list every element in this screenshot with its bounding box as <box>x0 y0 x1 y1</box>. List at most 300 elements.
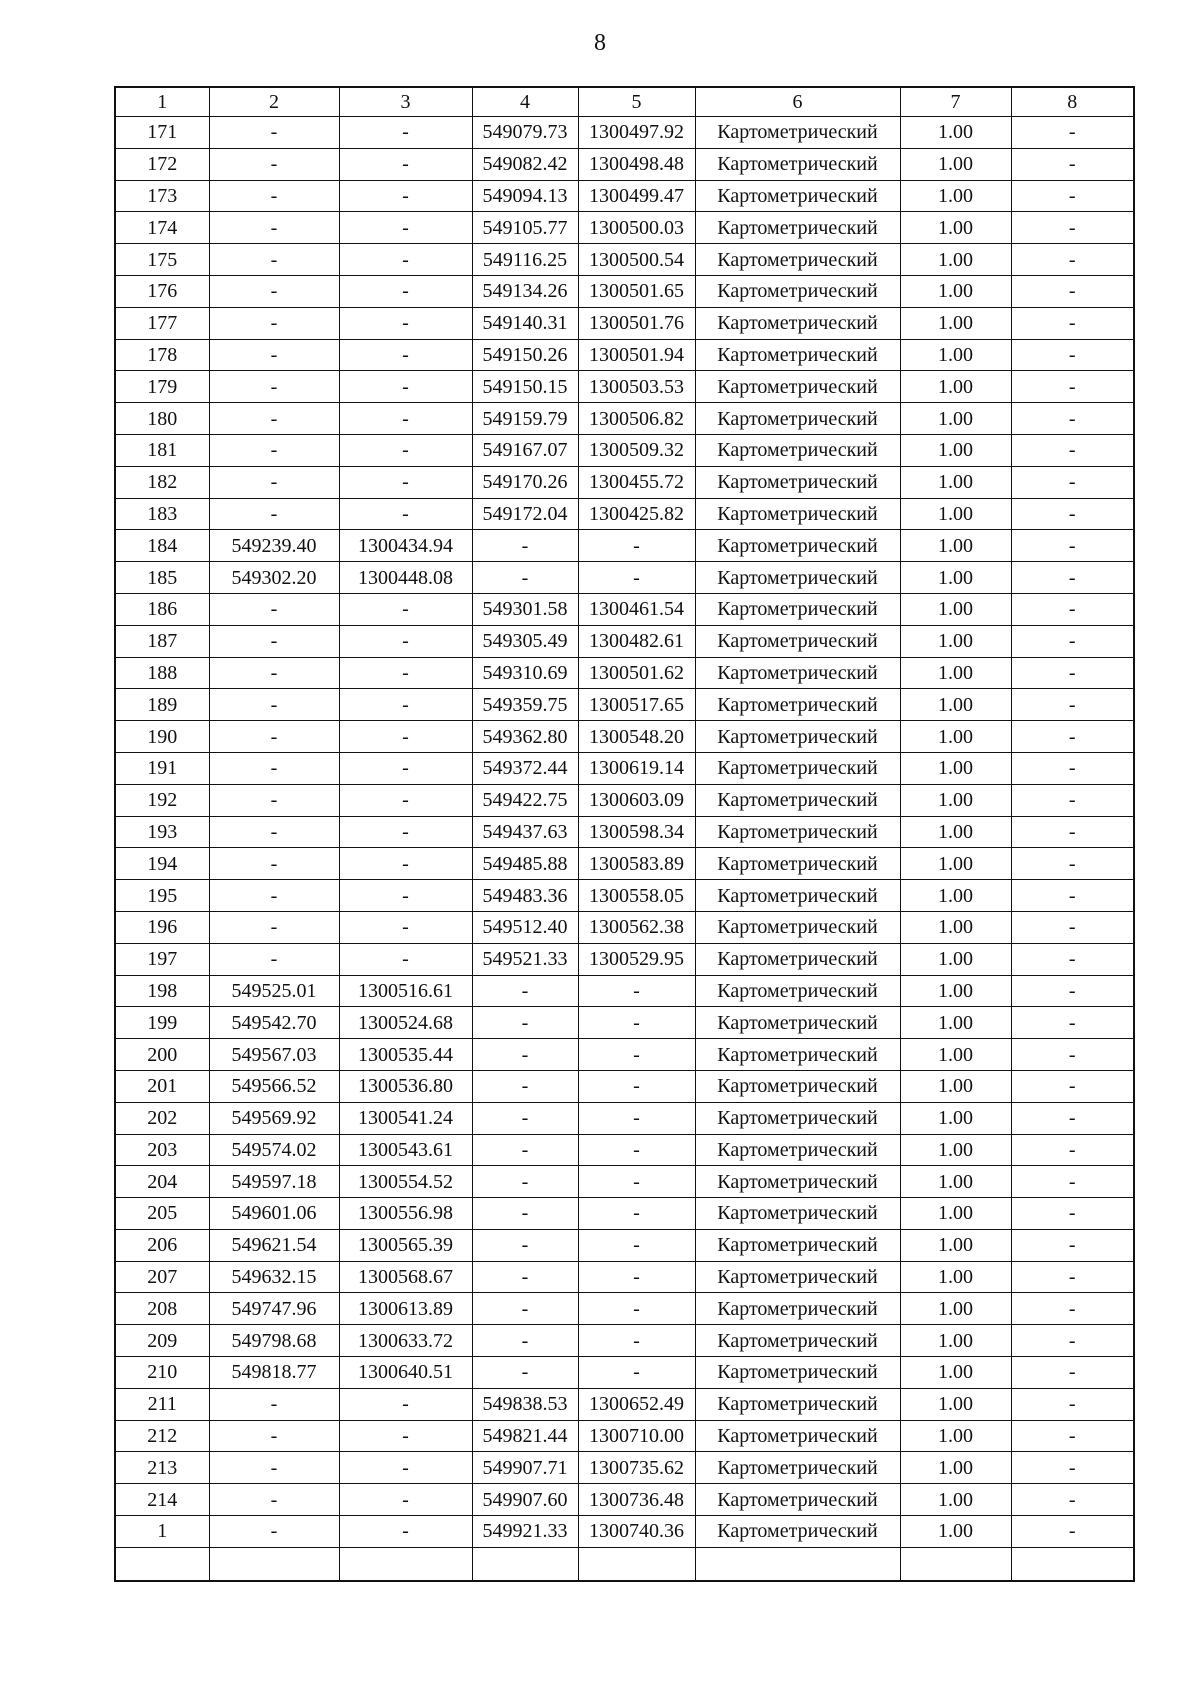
table-cell-col-1: 186 <box>115 593 209 625</box>
table-cell-col-2: - <box>209 148 339 180</box>
table-cell-col-4: - <box>472 1102 578 1134</box>
table-cell-col-7: 1.00 <box>900 593 1011 625</box>
table-cell-col-6: Картометрический <box>695 848 900 880</box>
table-cell-col-5: - <box>578 1357 695 1389</box>
table-cell-col-4: 549150.15 <box>472 371 578 403</box>
table-cell-col-5: 1300497.92 <box>578 117 695 149</box>
table-cell-col-1: 209 <box>115 1325 209 1357</box>
table-cell-col-6: Картометрический <box>695 1229 900 1261</box>
column-header-3: 3 <box>339 87 472 117</box>
table-cell-col-5: 1300529.95 <box>578 943 695 975</box>
table-cell-col-4: 549485.88 <box>472 848 578 880</box>
table-cell-col-8: - <box>1011 212 1134 244</box>
table-cell-col-6: Картометрический <box>695 911 900 943</box>
table-cell-col-4: 549094.13 <box>472 180 578 212</box>
table-cell-col-5: 1300461.54 <box>578 593 695 625</box>
table-row <box>115 721 1134 753</box>
table-cell-col-1: 214 <box>115 1484 209 1516</box>
table-cell-col-6: Картометрический <box>695 943 900 975</box>
table-cell-col-8: - <box>1011 244 1134 276</box>
table-cell-col-4: - <box>472 562 578 594</box>
table-cell-col-2: 549621.54 <box>209 1229 339 1261</box>
table-cell-col-7: 1.00 <box>900 466 1011 498</box>
table-cell-col-7: 1.00 <box>900 434 1011 466</box>
table-cell-col-6: Картометрический <box>695 117 900 149</box>
table-cell-col-1: 190 <box>115 721 209 753</box>
table-cell-col-7: 1.00 <box>900 371 1011 403</box>
table-cell-col-8: - <box>1011 1134 1134 1166</box>
table-row <box>115 848 1134 880</box>
table-cell-col-8: - <box>1011 1229 1134 1261</box>
table-row <box>115 593 1134 625</box>
table-cell-col-3: - <box>339 339 472 371</box>
table-cell-col-6: Картометрический <box>695 307 900 339</box>
table-cell-col-3: - <box>339 148 472 180</box>
table-row <box>115 943 1134 975</box>
table-cell-col-6: Картометрический <box>695 212 900 244</box>
page-number: 8 <box>594 30 606 56</box>
table-cell-col-2: 549798.68 <box>209 1325 339 1357</box>
table-cell-col-6: Картометрический <box>695 816 900 848</box>
table-cell-col-5: - <box>578 530 695 562</box>
table-cell-col-8: - <box>1011 1388 1134 1420</box>
table-cell-col-4: 549907.71 <box>472 1452 578 1484</box>
table-cell-col-1: 205 <box>115 1198 209 1230</box>
table-cell-col-7: 1.00 <box>900 1070 1011 1102</box>
table-cell-col-5: 1300598.34 <box>578 816 695 848</box>
table-cell-col-5: 1300603.09 <box>578 784 695 816</box>
table-cell-col-6: Картометрический <box>695 657 900 689</box>
table-cell-col-1: 174 <box>115 212 209 244</box>
table-cell-col-7: 1.00 <box>900 721 1011 753</box>
table-cell-col-5: 1300710.00 <box>578 1420 695 1452</box>
table-row <box>115 1229 1134 1261</box>
table-cell-col-3: 1300543.61 <box>339 1134 472 1166</box>
table-cell-col-6: Картометрический <box>695 721 900 753</box>
table-cell-col-2: - <box>209 1388 339 1420</box>
table-cell-col-8: - <box>1011 1166 1134 1198</box>
table-row <box>115 1102 1134 1134</box>
table-cell-col-6 <box>695 1547 900 1581</box>
table-cell-col-4: - <box>472 1198 578 1230</box>
table-cell-col-5: 1300501.62 <box>578 657 695 689</box>
table-cell-col-6: Картометрический <box>695 434 900 466</box>
table-cell-col-5: 1300503.53 <box>578 371 695 403</box>
table-cell-col-1: 199 <box>115 1007 209 1039</box>
table-cell-col-1: 213 <box>115 1452 209 1484</box>
table-row <box>115 1325 1134 1357</box>
table-cell-col-6: Картометрический <box>695 498 900 530</box>
table-cell-col-1: 195 <box>115 880 209 912</box>
table-cell-col-4: 549159.79 <box>472 403 578 435</box>
table-cell-col-5: - <box>578 975 695 1007</box>
table-cell-col-7: 1.00 <box>900 530 1011 562</box>
table-cell-col-3: - <box>339 848 472 880</box>
table-cell-col-3: - <box>339 371 472 403</box>
table-cell-col-5: - <box>578 1261 695 1293</box>
table-cell-col-4: - <box>472 1134 578 1166</box>
table-cell-col-7: 1.00 <box>900 1007 1011 1039</box>
table-cell-col-4: 549082.42 <box>472 148 578 180</box>
table-cell-col-3: - <box>339 1420 472 1452</box>
table-cell-col-6: Картометрический <box>695 1388 900 1420</box>
table-cell-col-5: - <box>578 1039 695 1071</box>
table-cell-col-6: Картометрический <box>695 1420 900 1452</box>
table-cell-col-7: 1.00 <box>900 657 1011 689</box>
table-cell-col-1: 197 <box>115 943 209 975</box>
table-row <box>115 1166 1134 1198</box>
table-row <box>115 530 1134 562</box>
table-cell-col-3: - <box>339 307 472 339</box>
table-row <box>115 148 1134 180</box>
table-cell-col-4: 549907.60 <box>472 1484 578 1516</box>
table-cell-col-4: 549305.49 <box>472 625 578 657</box>
table-header <box>115 87 1134 117</box>
table-cell-col-6: Картометрический <box>695 1484 900 1516</box>
table-cell-col-4: 549310.69 <box>472 657 578 689</box>
table-cell-col-1: 196 <box>115 911 209 943</box>
table-cell-col-4: - <box>472 1070 578 1102</box>
table-cell-col-8: - <box>1011 498 1134 530</box>
table-cell-col-8: - <box>1011 1516 1134 1548</box>
table-cell-col-5: - <box>578 1007 695 1039</box>
table-cell-col-8 <box>1011 1547 1134 1581</box>
table-cell-col-7: 1.00 <box>900 1357 1011 1389</box>
table-cell-col-4: - <box>472 1039 578 1071</box>
table-cell-col-5: - <box>578 1293 695 1325</box>
table-cell-col-2: 549566.52 <box>209 1070 339 1102</box>
table-row <box>115 117 1134 149</box>
table-cell-col-5: - <box>578 1166 695 1198</box>
table-cell-col-4: 549821.44 <box>472 1420 578 1452</box>
table-cell-col-8: - <box>1011 1198 1134 1230</box>
table-cell-col-8: - <box>1011 307 1134 339</box>
table-row <box>115 212 1134 244</box>
table-cell-col-8: - <box>1011 403 1134 435</box>
table-cell-col-7: 1.00 <box>900 848 1011 880</box>
table-cell-col-5: 1300619.14 <box>578 752 695 784</box>
table-cell-col-5: 1300482.61 <box>578 625 695 657</box>
table-cell-col-4: 549521.33 <box>472 943 578 975</box>
table-cell-col-7: 1.00 <box>900 1452 1011 1484</box>
table-row <box>115 880 1134 912</box>
table-cell-col-1: 188 <box>115 657 209 689</box>
table-cell-col-4: 549838.53 <box>472 1388 578 1420</box>
table-cell-col-4: 549483.36 <box>472 880 578 912</box>
table-body <box>115 117 1134 1581</box>
table-cell-col-4: - <box>472 1166 578 1198</box>
table-cell-col-7: 1.00 <box>900 911 1011 943</box>
table-row <box>115 1261 1134 1293</box>
table-cell-col-8: - <box>1011 816 1134 848</box>
table-cell-col-8: - <box>1011 784 1134 816</box>
table-cell-col-4: - <box>472 1229 578 1261</box>
table-cell-col-7: 1.00 <box>900 1484 1011 1516</box>
table-cell-col-1: 1 <box>115 1516 209 1548</box>
table-cell-col-4: - <box>472 1357 578 1389</box>
table-row <box>115 911 1134 943</box>
table-cell-col-5: 1300500.03 <box>578 212 695 244</box>
table-cell-col-4: 549437.63 <box>472 816 578 848</box>
table-row <box>115 339 1134 371</box>
table-cell-col-7: 1.00 <box>900 403 1011 435</box>
table-cell-col-7: 1.00 <box>900 625 1011 657</box>
table-cell-col-5: 1300499.47 <box>578 180 695 212</box>
table-cell-col-8: - <box>1011 721 1134 753</box>
table-cell-col-6: Картометрический <box>695 593 900 625</box>
table-cell-col-3: 1300541.24 <box>339 1102 472 1134</box>
table-row <box>115 689 1134 721</box>
table-cell-col-7: 1.00 <box>900 1325 1011 1357</box>
table-cell-col-7: 1.00 <box>900 498 1011 530</box>
table-cell-col-2: - <box>209 403 339 435</box>
table-cell-col-1: 193 <box>115 816 209 848</box>
table-cell-col-8: - <box>1011 593 1134 625</box>
table-cell-col-1: 180 <box>115 403 209 435</box>
table-cell-col-2: - <box>209 212 339 244</box>
table-cell-col-6: Картометрический <box>695 1357 900 1389</box>
table-cell-col-3: - <box>339 784 472 816</box>
table-cell-col-7: 1.00 <box>900 275 1011 307</box>
table-cell-col-8: - <box>1011 562 1134 594</box>
table-cell-col-3: - <box>339 117 472 149</box>
table-cell-col-8: - <box>1011 117 1134 149</box>
table-cell-col-1: 187 <box>115 625 209 657</box>
table-cell-col-4: 549167.07 <box>472 434 578 466</box>
table-cell-col-1: 191 <box>115 752 209 784</box>
table-cell-col-1: 208 <box>115 1293 209 1325</box>
table-cell-col-4: 549359.75 <box>472 689 578 721</box>
table-cell-col-8: - <box>1011 1452 1134 1484</box>
table-cell-col-1: 212 <box>115 1420 209 1452</box>
table-cell-col-2: - <box>209 625 339 657</box>
table-cell-col-6: Картометрический <box>695 880 900 912</box>
table-cell-col-6: Картометрический <box>695 1070 900 1102</box>
table-cell-col-1: 194 <box>115 848 209 880</box>
table-cell-col-3: - <box>339 1452 472 1484</box>
table-cell-col-3: - <box>339 911 472 943</box>
table-cell-col-8: - <box>1011 975 1134 1007</box>
table-cell-col-8: - <box>1011 1357 1134 1389</box>
table-cell-col-2: - <box>209 180 339 212</box>
table-cell-col-2: - <box>209 657 339 689</box>
table-cell-col-8: - <box>1011 689 1134 721</box>
table-cell-col-8: - <box>1011 1261 1134 1293</box>
table-cell-col-8: - <box>1011 180 1134 212</box>
table-cell-col-7: 1.00 <box>900 880 1011 912</box>
column-header-1: 1 <box>115 87 209 117</box>
table-cell-col-5: 1300558.05 <box>578 880 695 912</box>
table-cell-col-3: - <box>339 275 472 307</box>
table-cell-col-8: - <box>1011 434 1134 466</box>
table-cell-col-3: 1300516.61 <box>339 975 472 1007</box>
table-cell-col-8: - <box>1011 1070 1134 1102</box>
table-cell-col-4: 549116.25 <box>472 244 578 276</box>
table-cell-col-4: 549921.33 <box>472 1516 578 1548</box>
table-cell-col-2: 549601.06 <box>209 1198 339 1230</box>
table-cell-col-2: - <box>209 784 339 816</box>
table-cell-col-7: 1.00 <box>900 180 1011 212</box>
table-cell-col-2: 549525.01 <box>209 975 339 1007</box>
table-cell-col-7: 1.00 <box>900 975 1011 1007</box>
table-row <box>115 1420 1134 1452</box>
table-cell-col-3: 1300536.80 <box>339 1070 472 1102</box>
table-row <box>115 498 1134 530</box>
table-cell-col-7: 1.00 <box>900 117 1011 149</box>
table-cell-col-1: 184 <box>115 530 209 562</box>
table-cell-col-2: 549569.92 <box>209 1102 339 1134</box>
table-cell-col-7: 1.00 <box>900 1198 1011 1230</box>
table-cell-col-7: 1.00 <box>900 244 1011 276</box>
table-cell-col-5: 1300506.82 <box>578 403 695 435</box>
table-cell-col-3: 1300633.72 <box>339 1325 472 1357</box>
table-cell-col-8: - <box>1011 657 1134 689</box>
table-cell-col-3: - <box>339 1484 472 1516</box>
table-cell-col-3: 1300434.94 <box>339 530 472 562</box>
table-cell-col-6: Картометрический <box>695 403 900 435</box>
table-row <box>115 1007 1134 1039</box>
table-cell-col-1: 177 <box>115 307 209 339</box>
table-cell-col-1: 210 <box>115 1357 209 1389</box>
table-cell-col-7: 1.00 <box>900 784 1011 816</box>
table-cell-col-1: 198 <box>115 975 209 1007</box>
table-cell-col-3: - <box>339 625 472 657</box>
table-cell-col-5: 1300425.82 <box>578 498 695 530</box>
table-cell-col-4: 549422.75 <box>472 784 578 816</box>
table-cell-col-7: 1.00 <box>900 1420 1011 1452</box>
table-cell-col-1: 181 <box>115 434 209 466</box>
table-cell-col-8: - <box>1011 1420 1134 1452</box>
table-cell-col-6: Картометрический <box>695 466 900 498</box>
table-cell-col-3: - <box>339 180 472 212</box>
table-row <box>115 1452 1134 1484</box>
table-cell-col-3: - <box>339 498 472 530</box>
table-cell-col-2: 549747.96 <box>209 1293 339 1325</box>
column-header-5: 5 <box>578 87 695 117</box>
table-cell-col-2: - <box>209 816 339 848</box>
column-header-4: 4 <box>472 87 578 117</box>
table-cell-col-4: - <box>472 1007 578 1039</box>
table-cell-col-5: 1300501.94 <box>578 339 695 371</box>
table-row <box>115 816 1134 848</box>
table-cell-col-7: 1.00 <box>900 1293 1011 1325</box>
table-cell-col-8: - <box>1011 530 1134 562</box>
table-cell-col-8: - <box>1011 1484 1134 1516</box>
table-cell-col-7: 1.00 <box>900 1388 1011 1420</box>
table-cell-col-6: Картометрический <box>695 1166 900 1198</box>
header-row <box>115 87 1134 117</box>
table-row <box>115 1547 1134 1581</box>
table-cell-col-3: 1300556.98 <box>339 1198 472 1230</box>
table-cell-col-8: - <box>1011 943 1134 975</box>
table-cell-col-5: 1300455.72 <box>578 466 695 498</box>
table-cell-col-2 <box>209 1547 339 1581</box>
table-cell-col-7: 1.00 <box>900 307 1011 339</box>
table-cell-col-3: 1300524.68 <box>339 1007 472 1039</box>
table-cell-col-1: 185 <box>115 562 209 594</box>
table-cell-col-3: - <box>339 752 472 784</box>
table-cell-col-7: 1.00 <box>900 148 1011 180</box>
table-cell-col-2: - <box>209 339 339 371</box>
table-cell-col-4: 549372.44 <box>472 752 578 784</box>
table-cell-col-3: - <box>339 403 472 435</box>
table-cell-col-7: 1.00 <box>900 943 1011 975</box>
table-cell-col-8: - <box>1011 1102 1134 1134</box>
table-cell-col-3: 1300535.44 <box>339 1039 472 1071</box>
table-cell-col-4: 549079.73 <box>472 117 578 149</box>
column-header-8: 8 <box>1011 87 1134 117</box>
table-cell-col-5: 1300583.89 <box>578 848 695 880</box>
table-cell-col-4: 549362.80 <box>472 721 578 753</box>
table-cell-col-3: - <box>339 816 472 848</box>
table-cell-col-2: - <box>209 1484 339 1516</box>
table-cell-col-4: 549105.77 <box>472 212 578 244</box>
table-cell-col-6: Картометрический <box>695 339 900 371</box>
table-cell-col-7: 1.00 <box>900 816 1011 848</box>
table-row <box>115 1134 1134 1166</box>
coordinates-table <box>114 86 1135 1582</box>
table-row <box>115 403 1134 435</box>
table-cell-col-6: Картометрический <box>695 244 900 276</box>
table-cell-col-4: - <box>472 1261 578 1293</box>
table-cell-col-5: 1300517.65 <box>578 689 695 721</box>
table-cell-col-8: - <box>1011 911 1134 943</box>
table-row <box>115 307 1134 339</box>
table-cell-col-2: - <box>209 466 339 498</box>
table-cell-col-6: Картометрический <box>695 1452 900 1484</box>
table-cell-col-1: 182 <box>115 466 209 498</box>
table-cell-col-3: - <box>339 593 472 625</box>
table-cell-col-5: 1300501.76 <box>578 307 695 339</box>
table-cell-col-3: - <box>339 943 472 975</box>
table-row <box>115 371 1134 403</box>
table-cell-col-1: 200 <box>115 1039 209 1071</box>
table-cell-col-2: - <box>209 275 339 307</box>
table-cell-col-5: - <box>578 1134 695 1166</box>
table-cell-col-8: - <box>1011 1007 1134 1039</box>
table-row <box>115 752 1134 784</box>
table-cell-col-2: 549567.03 <box>209 1039 339 1071</box>
table-cell-col-1 <box>115 1547 209 1581</box>
table-cell-col-7: 1.00 <box>900 562 1011 594</box>
table-cell-col-6: Картометрический <box>695 1261 900 1293</box>
table-cell-col-4: 549140.31 <box>472 307 578 339</box>
table-cell-col-1: 203 <box>115 1134 209 1166</box>
table-cell-col-5: 1300548.20 <box>578 721 695 753</box>
table-cell-col-1: 176 <box>115 275 209 307</box>
table-cell-col-8: - <box>1011 625 1134 657</box>
table-cell-col-2: - <box>209 1452 339 1484</box>
column-header-2: 2 <box>209 87 339 117</box>
table-cell-col-1: 201 <box>115 1070 209 1102</box>
table-cell-col-5: 1300500.54 <box>578 244 695 276</box>
table-cell-col-6: Картометрический <box>695 275 900 307</box>
table-cell-col-8: - <box>1011 848 1134 880</box>
table-cell-col-5: 1300652.49 <box>578 1388 695 1420</box>
column-header-7: 7 <box>900 87 1011 117</box>
table-cell-col-1: 172 <box>115 148 209 180</box>
table-cell-col-6: Картометрический <box>695 530 900 562</box>
table-cell-col-8: - <box>1011 1293 1134 1325</box>
table-cell-col-7: 1.00 <box>900 1039 1011 1071</box>
table-cell-col-8: - <box>1011 880 1134 912</box>
table-cell-col-7: 1.00 <box>900 339 1011 371</box>
table-cell-col-5: 1300740.36 <box>578 1516 695 1548</box>
table-cell-col-2: - <box>209 117 339 149</box>
table-cell-col-6: Картометрический <box>695 180 900 212</box>
table-cell-col-6: Картометрический <box>695 371 900 403</box>
table-cell-col-2: - <box>209 689 339 721</box>
